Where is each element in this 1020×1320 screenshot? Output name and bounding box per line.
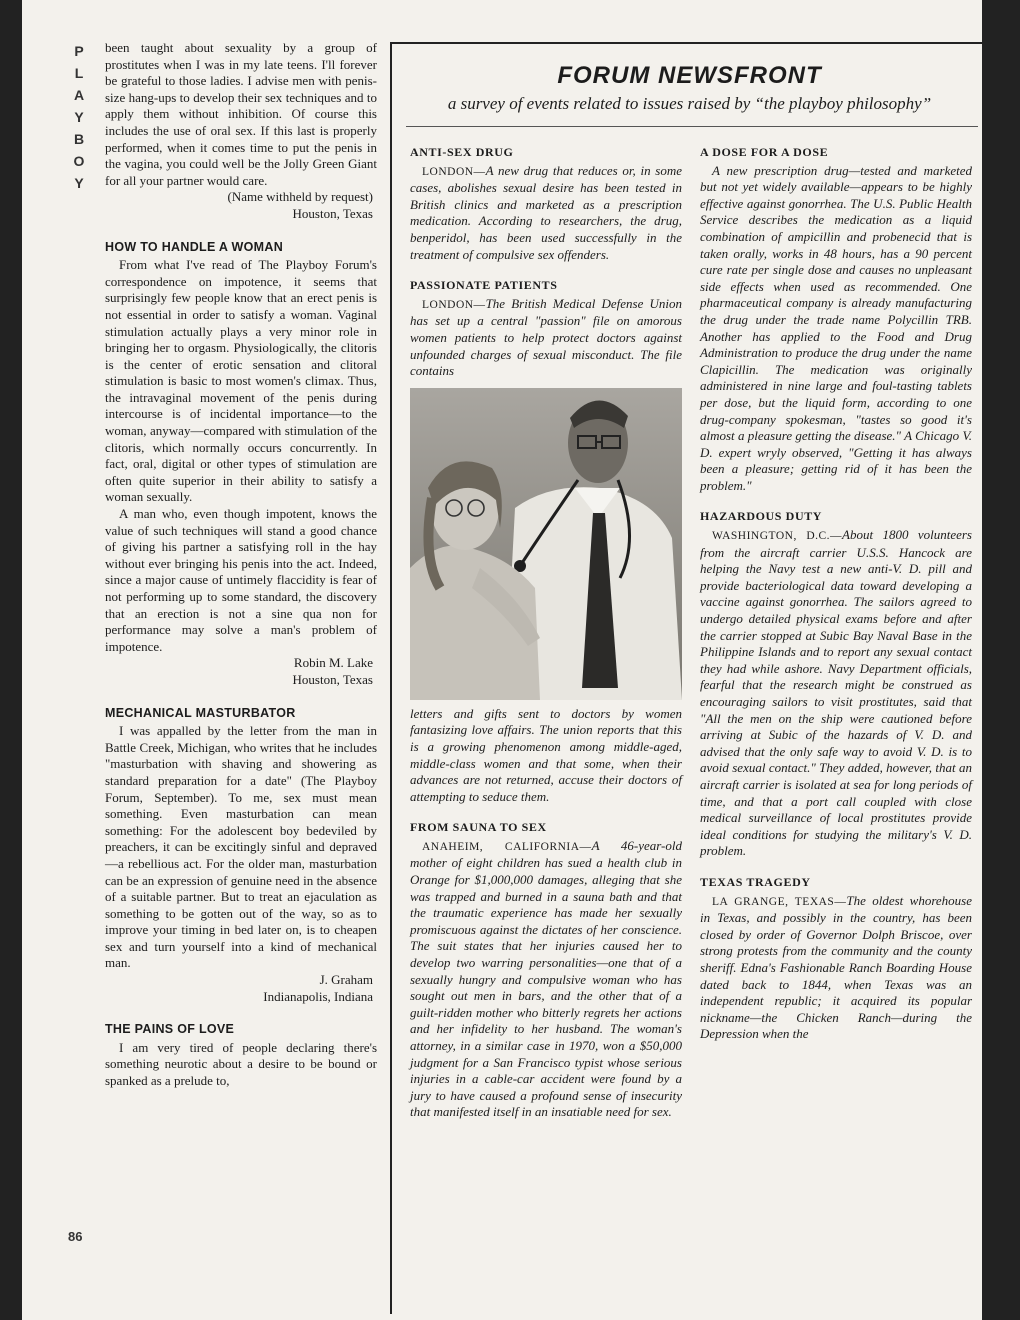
masthead-letter: Y [74, 175, 86, 191]
news-dateline: LONDON— [422, 298, 486, 311]
signature-place: Indianapolis, Indiana [263, 988, 373, 1004]
news-dateline: ANAHEIM, CALIFORNIA— [422, 840, 592, 853]
news-text: About 1800 volunteers from the aircraft carrier U.S.S. Hancock are helping the Navy test a new anti-V. D. pill and provide bacteriological data toward developing a vaccine against gonorrhea. The sailors agreed to undergo detailed physical exams before and after the carrier stopped at Subic Bay Naval Base in the Philippine Islands and to report any sexual contact they had while ashore. Navy Department officials, fearful that the research might be construed as encouraging sailors to visit prostitutes, said that "All the men on the ship were cautioned before arriving at Subic of the hazards of V. D. and advised that the only safe way to avoid V. D. is to avoid sexual contact." They added, however, that an aircraft carrier is isolated at sea for long periods of time, and that a port call coupled with close medical surveillance of local prostitutes provide ideal conditions for studying the military's V. D. problem. [700, 527, 972, 859]
news-text: The oldest whorehouse in Texas, and possibly in the country, has been closed by order of Governor Dolph Briscoe, over strong protests from the community and the county sheriff. Edna's Fashionable Ranch Boarding House dated back to 1844, when Texas was an independent republic; it acquired its popular nickname—the Chicken Ranch—during the Depression when the [700, 892, 972, 1042]
letter-heading: THE PAINS OF LOVE [105, 1022, 235, 1037]
news-text: letters and gifts sent to doctors by women fantasizing love affairs. The union reports that this is a growing phenomenon among middle-aged, middle-class women and that some, when their advances are not returned, accuse their doctors of attempting to seduce them. [410, 705, 682, 804]
news-heading: HAZARDOUS DUTY [700, 509, 823, 524]
letter-heading: MECHANICAL MASTURBATOR [105, 705, 296, 720]
news-column-2 [700, 144, 972, 1057]
news-text: A 46-year-old mother of eight children has sued a health club in Orange for $1,000,000 damages, alleging that she was trapped and burned in a sauna bath and that the traumatic experience has made her sexually promiscuous against the dictates of her conscience. The suit states that her injuries caused her to develop two warring personalities—one that of a sexually hungry and compulsive woman who has sought out men in bars, and the other that of a guilt-ridden mother who bitterly regrets her actions and her infidelity to her husband. The woman's attorney, in a similar case in 1970, won a $50,000 judgment for a San Francisco typist whose serious injuries in a cable-car accident were found by a jury to have caused a profound sense of insecurity that manifested itself in an insatiable need for sex. [410, 837, 682, 1120]
masthead-letter: B [73, 131, 87, 147]
magazine-page [22, 0, 982, 1320]
letter-signature [105, 189, 377, 222]
news-item [700, 508, 972, 859]
letter-paragraph: I was appalled by the letter from the man in Battle Creek, Michigan, who writes that he includes "masturbation with shaving and showering as standard preparation for a date" (The Playboy Forum, September). To me, sex must mean something. Even masturbation can mean something: For the adolescent boy bedeviled by preachers, it can be excitingly sinful and depraved—a rebellious act. For the older man, masturbation can be an expression of genuine need in the absence of a suitable partner. But to treat an ejaculation as something to be gotten out of the way, so as to improve your timing in bed later on, is to cheapen sex and turn yourself into a kind of mechanical man. [105, 723, 377, 971]
news-item [410, 819, 682, 1121]
letter-paragraph: A man who, even though impotent, knows the value of such techniques will stand a good chance of giving his partner a satisfying roll in the hay without ever bringing his penis into the act. Indeed, since a major cause of untimely flaccidity is fear of not performing up to some standard, the discovery that an erection is not a sine qua non for performance may solve a man's problem of impotence. [105, 506, 377, 654]
masthead-letter: A [73, 87, 87, 103]
signature-name: (Name withheld by request) [227, 189, 373, 205]
news-item [410, 144, 682, 263]
news-dateline: WASHINGTON, D.C.— [712, 530, 843, 543]
masthead-vertical [66, 40, 94, 194]
letter-signature [105, 972, 377, 1005]
signature-name: Robin M. Lake [293, 655, 373, 671]
letter-paragraph: been taught about sexuality by a group of prostitutes when I was in my late teens. I'll forever be grateful to those ladies. I advise men with penis-size hang-ups to develop their sex techniques and to apply them without inhibition. Of course this includes the use of oral sex. If this last is properly performed, when it comes time to put the penis in the vagina, you could well be the Jolly Green Giant for all your partner would care. [105, 40, 377, 188]
news-heading: PASSIONATE PATIENTS [410, 278, 558, 293]
news-item [700, 874, 972, 1043]
news-dateline: LONDON— [422, 165, 486, 178]
letter-signature [105, 655, 377, 688]
news-heading: ANTI-SEX DRUG [410, 145, 514, 159]
news-heading: FROM SAUNA TO SEX [410, 820, 547, 835]
signature-place: Houston, Texas [292, 671, 373, 687]
news-item [410, 277, 682, 805]
masthead-letter: O [73, 153, 87, 169]
news-item [700, 144, 972, 494]
news-heading: TEXAS TRAGEDY [700, 874, 811, 889]
news-text: A new drug that reduces or, in some cases, abolishes sexual desire has been tested in British clinics and marketed as a prescription medication. According to researchers, the drug, benperidol, has been used successfully in the treatment of compulsive sex offenders. [410, 162, 682, 262]
divider [406, 126, 978, 127]
forum-title: FORUM NEWSFRONT [557, 62, 822, 89]
news-column-1 [410, 144, 682, 1135]
news-dateline: LA GRANGE, TEXAS— [712, 895, 847, 908]
photo-illustration [410, 388, 682, 700]
masthead-letter: Y [74, 109, 86, 125]
news-photo [410, 388, 682, 700]
news-text: A new prescription drug—tested and marketed but not yet widely available—appears to be highly effective against gonorrhea. The U.S. Public Health Service describes the medication as a liquid combination of ampicillin and probenecid that is taken orally, works in 48 hours, has a 90 percent cure rate per single dose and causes no unpleasant side effects when used as recommended. One pharmaceutical company is already manufacturing the drug under the trade name Polycillin TRB. Another has applied to the Food and Drug Administration to produce the drug under the name Clapicillin. The medication was originally administered in nine large and foul-tasting tablets per dose, but the liquid form, according to one drug-company spokesman, "tastes so good it's almost a pleasure getting the disease." A Chicago V. D. expert wryly observed, "Getting it has always been a pleasure; getting rid of it has been the problem." [700, 162, 972, 493]
letter-paragraph: From what I've read of The Playboy Forum's correspondence on impotence, it seems that surprisingly few people know that an erect penis is not essential in order to satisfy a woman. Vaginal stimulation actually plays a very minor role in bringing her to orgasm. Physiologically, the clitoris is the center of erotic sensation and clitoral stimulation is basic to most women's climax. Thus, the intravaginal movement of the penis during intercourse is of incidental importance—to the woman, anyway—compared with stimulation of the clitoris, which normally occurs concurrently. In fact, oral, digital or other types of stimulation are often quite superior in their ability to satisfy a woman sexually. [105, 257, 377, 505]
masthead-letter: L [74, 65, 86, 81]
letters-column [105, 40, 377, 1090]
news-heading: A DOSE FOR A DOSE [700, 145, 829, 159]
masthead-letter: P [74, 43, 86, 59]
letter-heading: HOW TO HANDLE A WOMAN [105, 239, 284, 254]
signature-place: Houston, Texas [292, 205, 373, 221]
forum-subtitle: a survey of events related to issues raised by “the playboy philosophy” [447, 94, 932, 113]
news-text: The British Medical Defense Union has set up a central "passion" file on amorous women patients to help protect doctors against unfounded charges of sexual misconduct. The file contains [410, 295, 682, 379]
forum-newsfront-box [390, 42, 1005, 1314]
signature-name: J. Graham [319, 972, 373, 988]
letter-paragraph: I am very tired of people declaring there's something neurotic about a desire to be bound or spanked as a prelude to, [105, 1039, 377, 1089]
page-number: 86 [68, 1229, 83, 1244]
